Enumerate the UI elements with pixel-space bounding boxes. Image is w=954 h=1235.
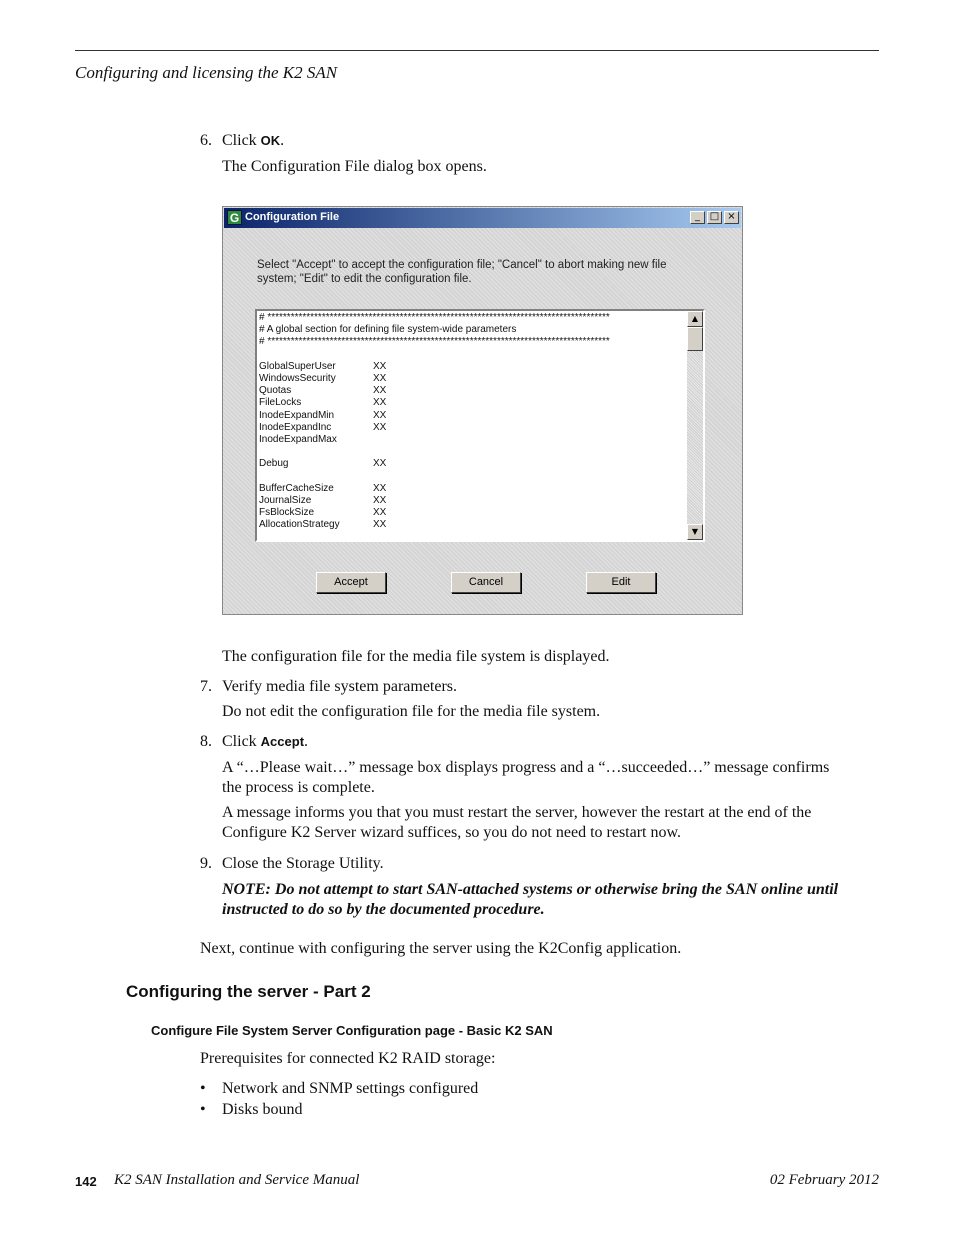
config-value: XX bbox=[373, 494, 387, 506]
config-line bbox=[259, 373, 685, 385]
minimize-button[interactable]: _ bbox=[690, 211, 705, 224]
config-line bbox=[259, 446, 685, 458]
header-rule bbox=[75, 50, 879, 51]
manual-title: K2 SAN Installation and Service Manual bbox=[114, 1172, 360, 1188]
config-line bbox=[259, 507, 685, 519]
close-button[interactable]: × bbox=[724, 211, 739, 224]
accept-button[interactable]: Accept bbox=[316, 572, 386, 593]
dialog-title: Configuration File bbox=[245, 211, 340, 223]
configuration-file-dialog bbox=[222, 206, 743, 615]
config-line bbox=[259, 397, 685, 409]
config-value: XX bbox=[373, 385, 387, 397]
after-dialog-text: The configuration file for the media file system is displayed. bbox=[222, 648, 610, 665]
step-9-number: 9. bbox=[200, 855, 212, 872]
config-line bbox=[259, 336, 685, 348]
config-key: FileLocks bbox=[259, 397, 302, 409]
config-key: Debug bbox=[259, 458, 289, 470]
prereq-text: Prerequisites for connected K2 RAID storage: bbox=[200, 1050, 496, 1067]
dialog-message-line: system; "Edit" to edit the configuration file. bbox=[257, 273, 472, 285]
maximize-button[interactable]: □ bbox=[707, 211, 722, 224]
page-number: 142 bbox=[75, 1174, 97, 1189]
step-7-number: 7. bbox=[200, 678, 212, 695]
config-key: Quotas bbox=[259, 385, 292, 397]
step-7-subtext: Do not edit the configuration file for the media file system. bbox=[222, 703, 601, 720]
paragraph-line: the process is complete. bbox=[222, 779, 375, 796]
config-value: XX bbox=[373, 458, 387, 470]
config-line bbox=[259, 422, 685, 434]
list-item: Network and SNMP settings configured bbox=[222, 1080, 479, 1097]
footer-date: 02 February 2012 bbox=[769, 1172, 879, 1188]
dialog-message-line: Select "Accept" to accept the configuration file; "Cancel" to abort making new file bbox=[257, 259, 667, 271]
config-key: InodeExpandMax bbox=[259, 433, 337, 445]
step-8-number: 8. bbox=[200, 733, 212, 750]
section-heading: Configuring the server - Part 2 bbox=[126, 982, 371, 1001]
cancel-button[interactable]: Cancel bbox=[451, 572, 521, 593]
step-9-text: Close the Storage Utility. bbox=[222, 855, 384, 872]
config-file-listbox[interactable] bbox=[255, 309, 705, 542]
config-key: JournalSize bbox=[259, 494, 312, 506]
config-value: XX bbox=[373, 360, 387, 372]
config-line bbox=[259, 434, 685, 446]
config-value: XX bbox=[373, 372, 387, 384]
config-key: # **************************************************************************************** bbox=[259, 312, 610, 323]
config-key: FsBlockSize bbox=[259, 507, 315, 518]
config-line bbox=[259, 410, 685, 422]
edit-button[interactable]: Edit bbox=[586, 572, 656, 593]
config-line bbox=[259, 324, 685, 336]
vertical-scrollbar[interactable] bbox=[687, 311, 703, 540]
ok-ui-label: OK bbox=[260, 133, 281, 148]
config-key: InodeExpandMin bbox=[259, 409, 335, 421]
step-8-para-2 bbox=[222, 803, 811, 843]
next-text: Next, continue with configuring the server using the K2Config application. bbox=[200, 940, 682, 957]
config-line bbox=[259, 361, 685, 373]
config-line bbox=[259, 385, 685, 397]
config-line bbox=[259, 483, 685, 495]
dialog-message bbox=[257, 258, 717, 286]
config-key: WindowsSecurity bbox=[259, 372, 336, 384]
config-line bbox=[259, 519, 685, 531]
app-g-icon: G bbox=[227, 210, 242, 225]
note-line: instructed to do so by the documented procedure. bbox=[222, 901, 545, 918]
config-key: AllocationStrategy bbox=[259, 519, 340, 531]
section-subheading: Configure File System Server Configuration page - Basic K2 SAN bbox=[151, 1023, 553, 1038]
config-line bbox=[259, 312, 685, 324]
note-line: NOTE: Do not attempt to start SAN-attached systems or otherwise bring the SAN online until bbox=[222, 881, 839, 898]
config-key: InodeExpandInc bbox=[259, 421, 332, 433]
config-key: GlobalSuperUser bbox=[259, 360, 336, 372]
step-6-number: 6. bbox=[200, 132, 212, 149]
scroll-up-icon[interactable]: ▲ bbox=[687, 311, 703, 327]
bullet-icon: • bbox=[200, 1101, 206, 1118]
config-line bbox=[259, 349, 685, 361]
scroll-thumb[interactable] bbox=[687, 327, 703, 351]
config-value: XX bbox=[373, 397, 387, 409]
dialog-titlebar bbox=[224, 208, 741, 228]
config-file-lines bbox=[259, 312, 685, 531]
config-value: XX bbox=[373, 519, 387, 531]
step-6-result: The Configuration File dialog box opens. bbox=[222, 158, 487, 175]
scroll-down-icon[interactable]: ▼ bbox=[687, 524, 703, 540]
step-8-para-1 bbox=[222, 758, 829, 798]
config-value: XX bbox=[373, 482, 387, 494]
paragraph-line: Configure K2 Server wizard suffices, so you do not need to restart now. bbox=[222, 824, 681, 841]
config-line bbox=[259, 495, 685, 507]
paragraph-line: A “…Please wait…” message box displays progress and a “…succeeded…” message confirms bbox=[222, 759, 830, 776]
config-value: XX bbox=[373, 507, 387, 518]
config-line bbox=[259, 470, 685, 482]
config-key: BufferCacheSize bbox=[259, 482, 334, 494]
config-value: XX bbox=[373, 409, 387, 421]
list-item: Disks bound bbox=[222, 1101, 303, 1118]
accept-ui-label: Accept bbox=[260, 734, 305, 749]
step-8-text: Click Accept. bbox=[222, 733, 309, 750]
step-7-text: Verify media file system parameters. bbox=[222, 678, 458, 695]
note-block bbox=[222, 880, 838, 920]
config-key: # **************************************************************************************** bbox=[259, 336, 610, 348]
config-line bbox=[259, 458, 685, 470]
config-key: # A global section for defining file system-wide parameters bbox=[259, 324, 517, 336]
running-head: Configuring and licensing the K2 SAN bbox=[75, 63, 338, 82]
config-value: XX bbox=[373, 421, 387, 433]
paragraph-line: A message informs you that you must restart the server, however the restart at the end of the bbox=[222, 804, 812, 821]
bullet-icon: • bbox=[200, 1080, 206, 1097]
step-6-text: Click OK. bbox=[222, 132, 285, 149]
